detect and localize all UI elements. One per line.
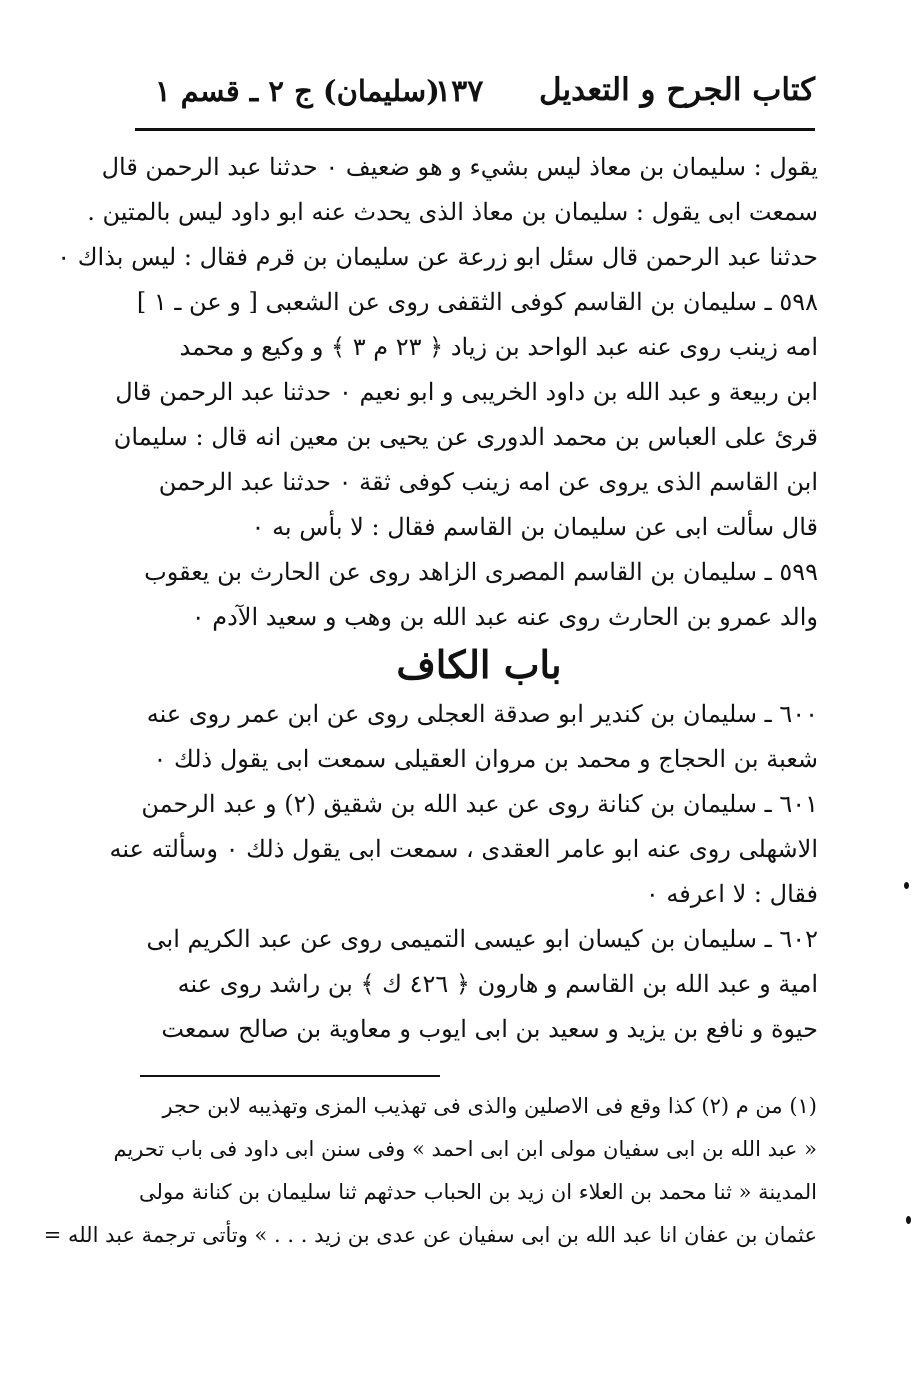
text-line: والد عمرو بن الحارث روى عنه عبد الله بن وهب و سعيد الآدم ٠ (191, 603, 818, 631)
book-title: كتاب الجرح و التعديل (538, 72, 815, 108)
main-text (57, 145, 818, 1052)
text-line: حدثنا عبد الرحمن قال سئل ابو زرعة عن سليمان بن قرم فقال : ليس بذاك ٠ (57, 243, 818, 271)
text-line: سمعت ابى يقول : سليمان بن معاذ الذى يحدث عنه ابو داود ليس بالمتين . (87, 198, 818, 226)
page-number: ١٣٧ (435, 74, 484, 109)
text-line: فقال : لا اعرفه ٠ (645, 880, 818, 908)
text-line: ابن ربيعة و عبد الله بن داود الخريبى و ابو نعيم ٠ حدثنا عبد الرحمن قال (115, 378, 818, 406)
entry-line: ٦٠٠ ـ سليمان بن كندير ابو صدقة العجلى روى عن ابن عمر روى عنه (146, 700, 818, 728)
text-line: حيوة و نافع بن يزيد و سعيد بن ابى ايوب و معاوية بن صالح سمعت (161, 1015, 818, 1043)
footnotes (43, 1085, 817, 1257)
text-line: ابن القاسم الذى يروى عن امه زينب كوفى ثقة ٠ حدثنا عبد الرحمن (158, 468, 818, 496)
entry-line: ٥٩٩ ـ سليمان بن القاسم المصرى الزاهد روى عن الحارث بن يعقوب (144, 558, 818, 586)
text-line: قرئ على العباس بن محمد الدورى عن يحيى بن معين انه قال : سليمان (113, 423, 818, 451)
entry-line: ٦٠٢ ـ سليمان بن كيسان ابو عيسى التميمى روى عن عبد الكريم ابى (146, 925, 818, 953)
text-line: يقول : سليمان بن معاذ ليس بشيء و هو ضعيف ٠ حدثنا عبد الرحمن قال (101, 153, 818, 181)
entry-line: ٥٩٨ ـ سليمان بن القاسم كوفى الثقفى روى عن الشعبى [ و عن ـ ١ ] (136, 288, 818, 316)
header-rule (135, 128, 815, 131)
text-line: شعبة بن الحجاج و محمد بن مروان العقيلى سمعت ابى يقول ذلك ٠ (153, 745, 818, 773)
text-line: امية و عبد الله بن القاسم و هارون ﴿ ٤٢٦ ك ﴾ بن راشد روى عنه (177, 970, 818, 998)
footnote-rule (140, 1075, 440, 1077)
text-line: قال سألت ابى عن سليمان بن القاسم فقال : لا بأس به ٠ (251, 513, 818, 541)
volume-label: (سليمان) ج ٢ ـ قسم ١ (155, 74, 440, 108)
entry-line: ٦٠١ ـ سليمان بن كنانة روى عن عبد الله بن شقيق (٢) و عبد الرحمن (141, 790, 818, 818)
footnote-line: المدينة « ثنا محمد بن العلاء ان زيد بن الحباب حدثهم ثنا سليمان بن كنانة مولى (139, 1180, 817, 1204)
section-heading: باب الكاف (396, 642, 562, 687)
scan-speck (906, 1216, 911, 1224)
text-line: امه زينب روى عنه عبد الواحد بن زياد ﴿ ٢٣ م ٣ ﴾ و وكيع و محمد (179, 333, 818, 361)
text-line: الاشهلى روى عنه ابو عامر العقدى ، سمعت ابى يقول ذلك ٠ وسألته عنه (109, 835, 818, 863)
footnote-line: عثمان بن عفان انا عبد الله بن ابى سفيان عن عدى بن زيد . . . » وتأتى ترجمة عبد الله = (43, 1223, 817, 1247)
scan-speck (904, 882, 909, 889)
footnote-line: « عبد الله بن ابى سفيان مولى ابن ابى احمد » وفى سنن ابى داود فى باب تحريم (113, 1137, 817, 1161)
running-header (135, 70, 815, 120)
footnote-line: (١) من م (٢) كذا وقع فى الاصلين والذى فى تهذيب المزى وتهذيبه لابن حجر (162, 1094, 817, 1118)
